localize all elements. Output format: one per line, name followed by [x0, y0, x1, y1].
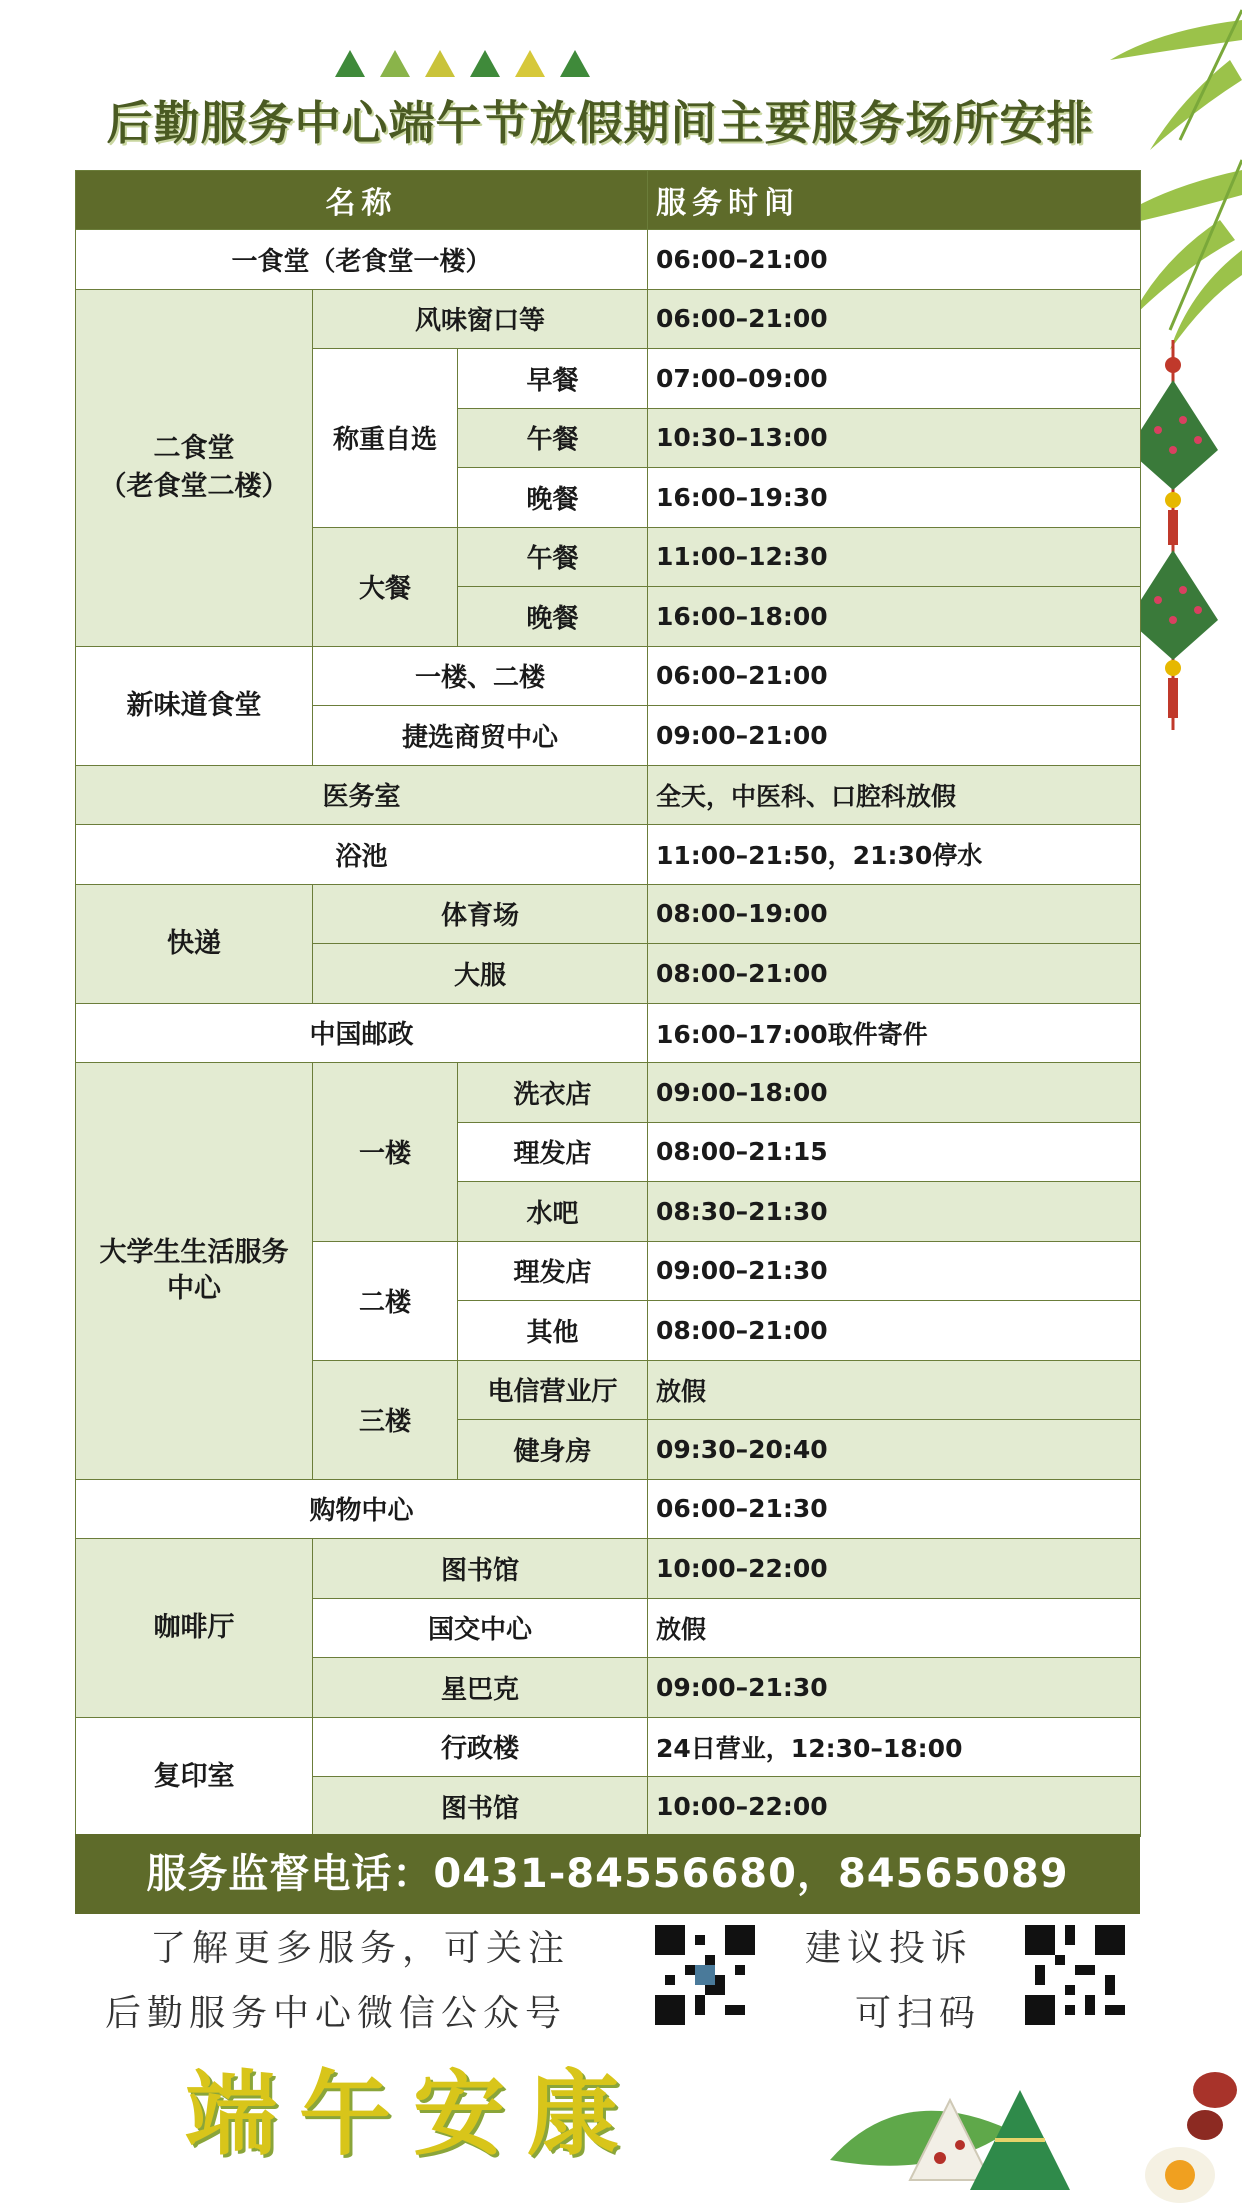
cell-time: 09:00–21:30	[648, 1658, 1141, 1718]
cell-time: 10:00–22:00	[648, 1777, 1141, 1837]
zongzi-icon	[330, 42, 610, 82]
footer-line1: 了解更多服务，可关注	[150, 1928, 571, 1969]
cell-meal: 洗衣店	[458, 1063, 648, 1123]
cell-name: 一食堂（老食堂一楼）	[76, 230, 648, 290]
cell-time: 06:00–21:00	[648, 230, 1141, 290]
complain-line1: 建议投诉	[805, 1928, 974, 1969]
cell-time: 放假	[648, 1360, 1141, 1420]
cell-time: 11:00–12:30	[648, 527, 1141, 587]
cell-sub: 称重自选	[313, 349, 458, 528]
cell-time: 09:00–21:30	[648, 1241, 1141, 1301]
cell-meal: 午餐	[458, 527, 648, 587]
cell-sub: 三楼	[313, 1360, 458, 1479]
cell-group	[76, 289, 313, 646]
cell-time: 07:00–09:00	[648, 349, 1141, 409]
cell-sub: 大餐	[313, 527, 458, 646]
group-label-line2: 中心	[167, 1272, 221, 1304]
cell-time: 全天，中医科、口腔科放假	[648, 765, 1141, 825]
cell-meal: 午餐	[458, 408, 648, 468]
cell-time: 放假	[648, 1598, 1141, 1658]
group-label-line1: 大学生生活服务	[99, 1236, 289, 1268]
cell-sub: 图书馆	[313, 1777, 648, 1837]
cell-meal: 其他	[458, 1301, 648, 1361]
cell-name: 购物中心	[76, 1479, 648, 1539]
cell-time: 16:00–17:00取件寄件	[648, 1003, 1141, 1063]
cell-time: 08:00–21:00	[648, 1301, 1141, 1361]
cell-name: 浴池	[76, 825, 648, 885]
group-label-line2: （老食堂二楼）	[99, 470, 289, 502]
group-label-line1: 二食堂	[153, 432, 235, 464]
cell-sub: 大服	[313, 944, 648, 1004]
cell-meal: 健身房	[458, 1420, 648, 1480]
header-name: 名称	[76, 171, 648, 230]
table-row	[76, 1539, 1141, 1599]
table-row	[76, 1717, 1141, 1777]
header-time: 服务时间	[648, 171, 1141, 230]
schedule-table	[75, 170, 1141, 1837]
table-row	[76, 646, 1141, 706]
cell-time: 09:00–18:00	[648, 1063, 1141, 1123]
cell-time: 10:00–22:00	[648, 1539, 1141, 1599]
qr-code-icon[interactable]	[655, 1925, 755, 2025]
table-row	[76, 289, 1141, 349]
cell-group: 咖啡厅	[76, 1539, 313, 1718]
cell-sub: 图书馆	[313, 1539, 648, 1599]
cell-sub: 捷选商贸中心	[313, 706, 648, 766]
cell-meal: 早餐	[458, 349, 648, 409]
cell-meal: 晚餐	[458, 468, 648, 528]
cell-time: 16:00–18:00	[648, 587, 1141, 647]
table-row	[76, 1003, 1141, 1063]
table-row	[76, 884, 1141, 944]
cell-group: 快递	[76, 884, 313, 1003]
cell-meal: 电信营业厅	[458, 1360, 648, 1420]
cell-time: 16:00–19:30	[648, 468, 1141, 528]
table-row	[76, 1479, 1141, 1539]
cell-meal: 水吧	[458, 1182, 648, 1242]
cell-time: 08:00–21:00	[648, 944, 1141, 1004]
hotline-banner: 服务监督电话：0431-84556680，84565089	[75, 1834, 1140, 1914]
cell-sub: 行政楼	[313, 1717, 648, 1777]
footer-line2: 后勤服务中心微信公众号	[105, 1993, 568, 2034]
cell-name: 中国邮政	[76, 1003, 648, 1063]
complain-line2: 可扫码	[855, 1993, 982, 2034]
cell-group: 复印室	[76, 1717, 313, 1836]
cell-sub: 国交中心	[313, 1598, 648, 1658]
cell-time: 24日营业，12:30–18:00	[648, 1717, 1141, 1777]
cell-meal: 晚餐	[458, 587, 648, 647]
cell-time: 09:30–20:40	[648, 1420, 1141, 1480]
zongzi-decoration-row	[330, 42, 610, 82]
cell-time: 08:30–21:30	[648, 1182, 1141, 1242]
cell-sub: 体育场	[313, 884, 648, 944]
cell-time: 09:00–21:00	[648, 706, 1141, 766]
cell-sub: 一楼	[313, 1063, 458, 1242]
cell-name: 医务室	[76, 765, 648, 825]
qr-code-icon[interactable]	[1025, 1925, 1125, 2025]
cell-time: 11:00–21:50，21:30停水	[648, 825, 1141, 885]
cell-group: 新味道食堂	[76, 646, 313, 765]
table-row	[76, 765, 1141, 825]
cell-sub: 风味窗口等	[313, 289, 648, 349]
cell-group	[76, 1063, 313, 1480]
table-header-row	[76, 171, 1141, 230]
cell-sub: 二楼	[313, 1241, 458, 1360]
cell-sub: 星巴克	[313, 1658, 648, 1718]
table-row	[76, 230, 1141, 290]
greeting-text: 端午安康	[185, 2061, 642, 2168]
table-row	[76, 1063, 1141, 1123]
cell-time: 08:00–19:00	[648, 884, 1141, 944]
cell-time: 10:30–13:00	[648, 408, 1141, 468]
cell-meal: 理发店	[458, 1122, 648, 1182]
cell-meal: 理发店	[458, 1241, 648, 1301]
cell-time: 06:00–21:30	[648, 1479, 1141, 1539]
cell-sub: 一楼、二楼	[313, 646, 648, 706]
zongzi-icon	[820, 2040, 1242, 2208]
page-title: 后勤服务中心端午节放假期间主要服务场所安排	[106, 96, 1094, 150]
table-row	[76, 825, 1141, 885]
cell-time: 06:00–21:00	[648, 646, 1141, 706]
cell-time: 06:00–21:00	[648, 289, 1141, 349]
cell-time: 08:00–21:15	[648, 1122, 1141, 1182]
